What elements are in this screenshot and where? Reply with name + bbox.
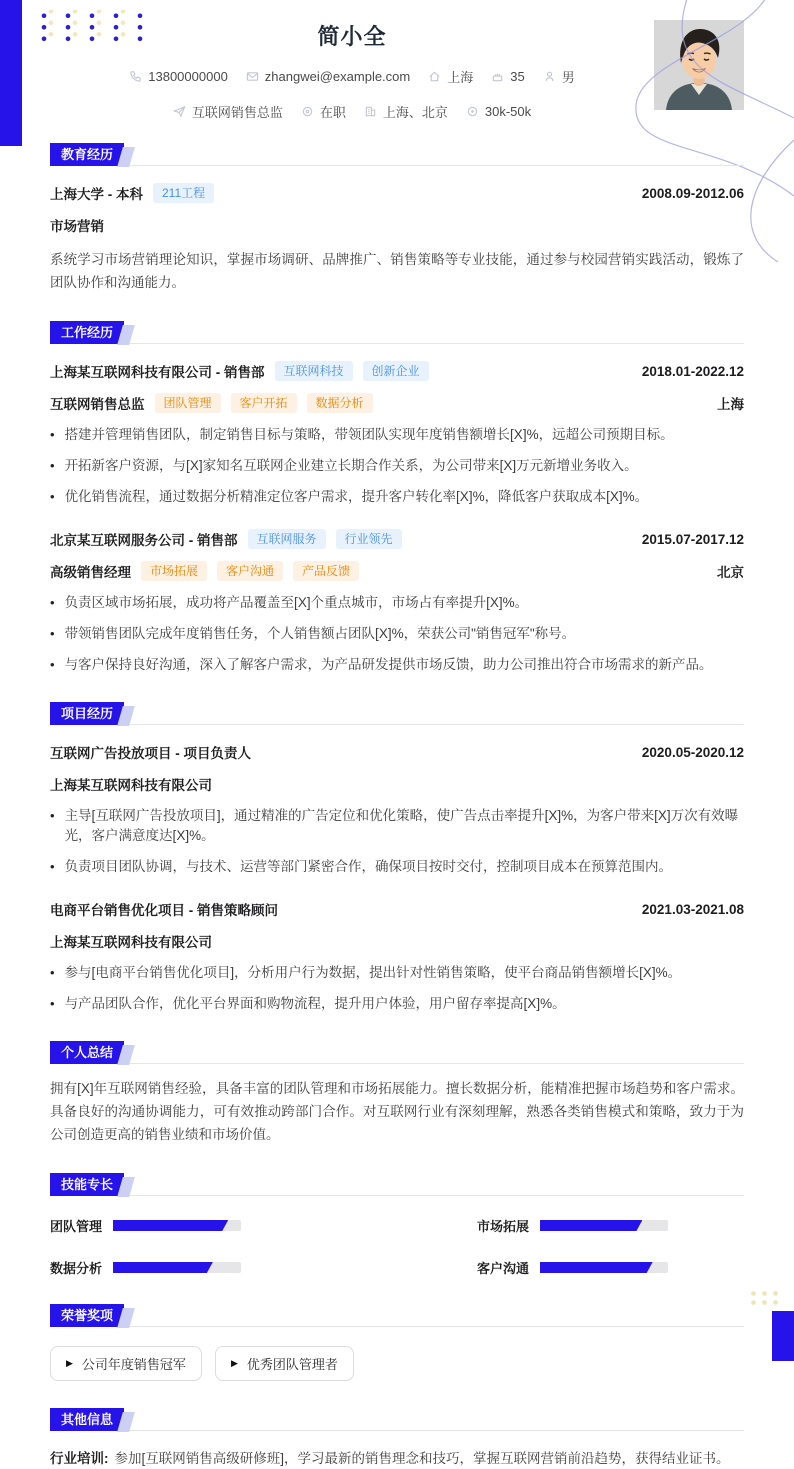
skill-bar-track <box>540 1220 668 1231</box>
skill-item <box>477 1258 744 1277</box>
contact-phone-value: 13800000000 <box>148 69 228 84</box>
contact-row-1 <box>50 67 654 86</box>
contact-email <box>246 69 410 84</box>
job-intent-icon <box>173 105 186 118</box>
role-title: 高级销售经理 <box>50 565 131 580</box>
bullet-item: • 与客户保持良好沟通，深入了解客户需求，为产品研发提供市场反馈，助力公司推出符合市场需求的新产品。 <box>50 657 713 672</box>
skill-item <box>477 1216 744 1235</box>
education-description: 系统学习市场营销理论知识，掌握市场调研、品牌推广、销售策略等专业技能，通过参与校园营销实践活动，锻炼了团队协作和沟通能力。 <box>50 252 744 290</box>
other-info-line <box>50 1448 744 1469</box>
section-title-summary: 个人总结 <box>50 1041 124 1064</box>
contact-cities-value: 上海、北京 <box>382 105 448 120</box>
summary-text: 拥有[X]年互联网销售经验，具备丰富的团队管理和市场拓展能力。擅长数据分析，能精准把握市场趋势和客户需求。具备良好的沟通协调能力，可有效推动跨部门合作。对互联网行业有深刻理解，熟悉各类销售模式和策略，致力于为公司创造更高的销售业绩和市场价值。 <box>50 1081 744 1142</box>
skill-label: 团队管理 <box>50 1219 103 1234</box>
bullet-item: • 负责区域市场拓展，成功将产品覆盖至[X]个重点城市，市场占有率提升[X]%。 <box>50 595 529 610</box>
age-icon <box>491 70 504 83</box>
skill-bar-track <box>113 1262 241 1273</box>
education-entry <box>50 183 744 294</box>
project-entry <box>50 899 744 1014</box>
skill-bar-fill <box>113 1262 213 1273</box>
section-title-skills: 技能专长 <box>50 1173 124 1196</box>
contact-job-intent-value: 互联网销售总监 <box>191 105 283 120</box>
project-entry <box>50 742 744 877</box>
contact-cities <box>364 102 448 121</box>
other-info-text: 参加[互联网销售高级研修班]，学习最新的销售理念和技巧，掌握互联网营销前沿趋势，获得结业证书。 <box>114 1451 730 1466</box>
role-title: 互联网销售总监 <box>50 397 145 412</box>
role-tag: 市场拓展 <box>141 561 207 581</box>
section-title-other: 其他信息 <box>50 1408 124 1431</box>
skill-item <box>50 1258 317 1277</box>
role-tag: 客户开拓 <box>231 393 297 413</box>
company-tag: 行业领先 <box>336 529 402 549</box>
section-skills-header <box>50 1172 744 1196</box>
education-date: 2008.09-2012.06 <box>641 185 744 201</box>
honor-label: 公司年度销售冠军 <box>81 1357 186 1372</box>
decor-left-bar <box>0 0 22 146</box>
bullet-item: • 开拓新客户资源，与[X]家知名互联网企业建立长期合作关系，为公司带来[X]万元新增业务收入。 <box>50 458 638 473</box>
company-tag: 互联网科技 <box>275 361 353 381</box>
company-name: 北京某互联网服务公司 - 销售部 <box>50 533 238 548</box>
contact-phone <box>129 69 228 84</box>
location-icon <box>428 70 441 83</box>
school-tag: 211工程 <box>153 183 214 203</box>
skill-bar-fill <box>113 1220 228 1231</box>
skill-bar-fill <box>540 1220 642 1231</box>
phone-icon <box>129 70 142 83</box>
skill-label: 市场拓展 <box>477 1219 530 1234</box>
bullet-item: • 带领销售团队完成年度销售任务，个人销售额占团队[X]%，荣获公司"销售冠军"称号。 <box>50 626 576 641</box>
skill-label: 客户沟通 <box>477 1261 530 1276</box>
candidate-name: 简小全 <box>317 24 387 49</box>
project-date: 2021.03-2021.08 <box>641 901 744 917</box>
work-location: 北京 <box>717 565 744 580</box>
section-title-work: 工作经历 <box>50 321 124 344</box>
school-name: 上海大学 - 本科 <box>50 187 143 202</box>
other-info-label: 行业培训: <box>50 1451 109 1466</box>
section-projects-header <box>50 701 744 725</box>
play-triangle-icon: ▶ <box>66 1358 73 1368</box>
section-title-projects: 项目经历 <box>50 702 124 725</box>
company-name: 上海某互联网科技有限公司 - 销售部 <box>50 365 265 380</box>
work-date: 2015.07-2017.12 <box>641 531 744 547</box>
section-honors-header <box>50 1303 744 1327</box>
avatar-illustration <box>654 20 744 110</box>
contact-salary-value: 30k-50k <box>484 104 532 119</box>
role-tag: 数据分析 <box>307 393 373 413</box>
skill-bar-fill <box>540 1262 653 1273</box>
bullet-item: • 负责项目团队协调，与技术、运营等部门紧密合作，确保项目按时交付，控制项目成本在预算范围内。 <box>50 859 673 874</box>
work-date: 2018.01-2022.12 <box>641 363 744 379</box>
company-tag: 创新企业 <box>363 361 429 381</box>
section-summary-header <box>50 1040 744 1064</box>
bullet-item: • 与产品团队合作，优化平台界面和购物流程，提升用户体验，用户留存率提高[X]%。 <box>50 996 566 1011</box>
resume-body <box>0 142 794 1469</box>
contact-email-value: zhangwei@example.com <box>264 69 411 84</box>
project-company: 上海某互联网科技有限公司 <box>50 935 212 950</box>
status-icon <box>301 105 314 118</box>
section-education-header <box>50 142 744 166</box>
project-date: 2020.05-2020.12 <box>641 744 744 760</box>
decor-dots-top-left <box>32 10 144 43</box>
contact-location <box>428 67 473 86</box>
email-icon <box>246 70 259 83</box>
role-tag: 客户沟通 <box>217 561 283 581</box>
salary-icon <box>466 105 479 118</box>
bullet-item: • 优化销售流程，通过数据分析精准定位客户需求，提升客户转化率[X]%，降低客户获取成本[X]%。 <box>50 489 649 504</box>
work-entry <box>50 361 744 507</box>
company-tag: 互联网服务 <box>248 529 326 549</box>
section-title-honors: 荣誉奖项 <box>50 1304 124 1327</box>
contact-age-value: 35 <box>510 69 525 84</box>
section-other-header <box>50 1407 744 1431</box>
contact-salary <box>466 104 531 119</box>
gender-icon <box>543 70 556 83</box>
honor-label: 优秀团队管理者 <box>246 1357 338 1372</box>
bullet-item: • 参与[电商平台销售优化项目]，分析用户行为数据，提出针对性销售策略，使平台商品销售额增长[X]%。 <box>50 965 682 980</box>
honor-badge <box>50 1346 202 1381</box>
contact-status-value: 在职 <box>319 105 346 120</box>
play-triangle-icon: ▶ <box>230 1358 238 1368</box>
work-location: 上海 <box>717 397 744 412</box>
skill-label: 数据分析 <box>50 1261 103 1276</box>
section-title-education: 教育经历 <box>50 143 124 166</box>
honor-badge <box>215 1346 354 1381</box>
work-entry <box>50 529 744 675</box>
skill-item <box>50 1216 317 1235</box>
bullet-item: • 搭建并管理销售团队，制定销售目标与策略，带领团队实现年度销售额增长[X]%，远超公司预期目标。 <box>50 427 674 442</box>
section-work-header <box>50 320 744 344</box>
contact-gender <box>543 67 575 86</box>
project-title: 互联网广告投放项目 - 项目负责人 <box>50 746 251 761</box>
bullet-item: • 主导[互联网广告投放项目]，通过精准的广告定位和优化策略，使广告点击率提升[X]%，为客户带来[X]万次有效曝光，客户满意度达[X]%。 <box>50 808 739 843</box>
contact-gender-value: 男 <box>561 70 575 85</box>
city-icon <box>364 105 377 118</box>
role-tag: 团队管理 <box>155 393 221 413</box>
contact-age <box>491 69 524 84</box>
profile-photo <box>654 20 744 110</box>
education-major: 市场营销 <box>50 219 104 234</box>
honors-list <box>50 1346 744 1381</box>
role-tag: 产品反馈 <box>293 561 359 581</box>
contact-location-value: 上海 <box>447 70 474 85</box>
skill-bar-track <box>540 1262 668 1273</box>
project-company: 上海某互联网科技有限公司 <box>50 778 212 793</box>
contact-row-2 <box>50 102 654 121</box>
skills-grid <box>50 1216 744 1277</box>
contact-job-intent <box>173 102 283 121</box>
contact-status <box>301 102 346 121</box>
project-title: 电商平台销售优化项目 - 销售策略顾问 <box>50 903 278 918</box>
skill-bar-track <box>113 1220 241 1231</box>
